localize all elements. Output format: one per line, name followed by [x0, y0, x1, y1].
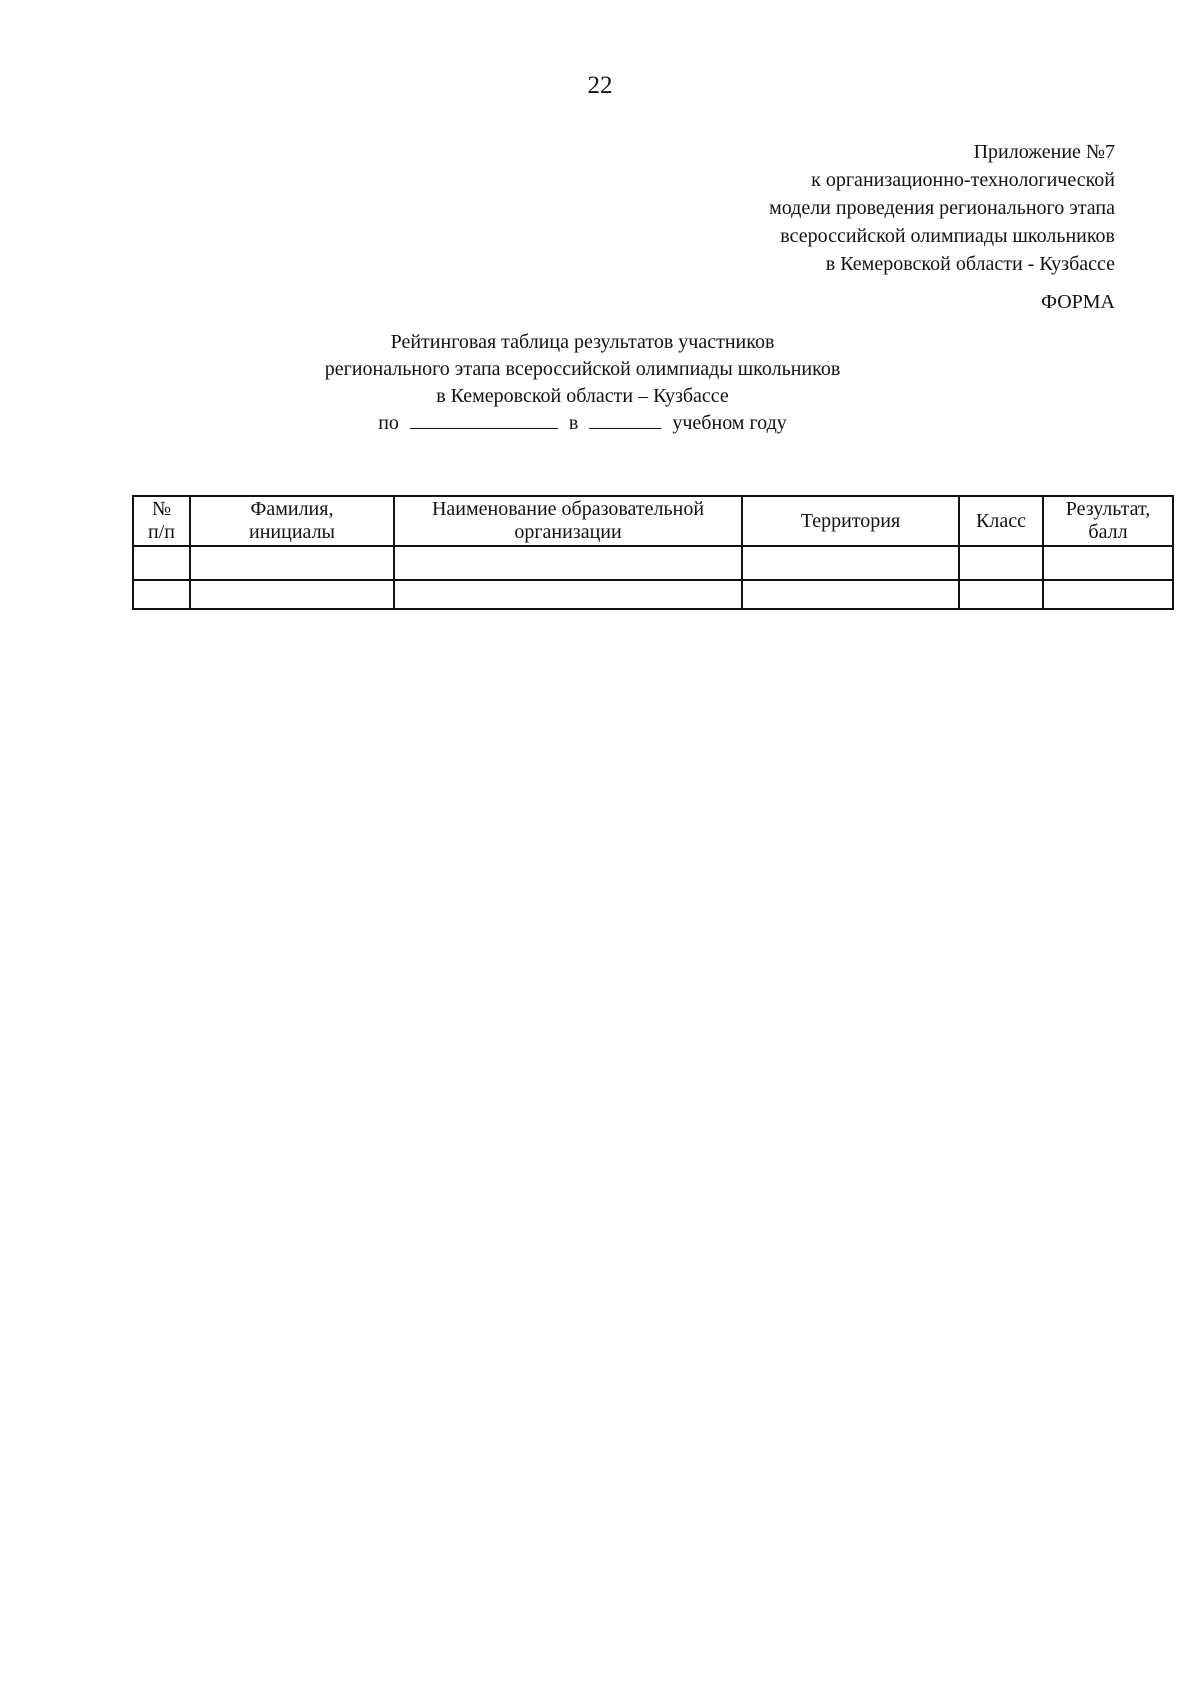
form-label: ФОРМА [1041, 291, 1115, 313]
header-number: № п/п [133, 496, 190, 546]
appendix-line: модели проведения регионального этапа [769, 197, 1115, 219]
cell-class[interactable] [959, 580, 1043, 609]
title-line: в Кемеровской области – Кузбассе [436, 385, 729, 407]
title-prefix: по [378, 412, 399, 434]
cell-surname[interactable] [190, 580, 394, 609]
header-organization: Наименование образовательной организации [394, 496, 742, 546]
cell-class[interactable] [959, 546, 1043, 580]
table-row [133, 580, 1173, 609]
cell-surname[interactable] [190, 546, 394, 580]
cell-number[interactable] [133, 546, 190, 580]
title-middle: в [568, 412, 579, 434]
header-territory: Территория [742, 496, 959, 546]
cell-organization[interactable] [394, 546, 742, 580]
header-class: Класс [959, 496, 1043, 546]
title-line: регионального этапа всероссийской олимпиады школьников [324, 358, 841, 380]
table-header-row [133, 496, 1173, 546]
title-line: Рейтинговая таблица результатов участников [390, 331, 775, 353]
year-blank-line[interactable] [589, 410, 661, 429]
header-surname: Фамилия, инициалы [190, 496, 394, 546]
appendix-block [769, 138, 1115, 278]
header-result: Результат, балл [1043, 496, 1173, 546]
document-title [135, 329, 1030, 437]
table-row [133, 546, 1173, 580]
cell-result[interactable] [1043, 580, 1173, 609]
cell-number[interactable] [133, 580, 190, 609]
page-number: 22 [587, 72, 613, 99]
appendix-line: в Кемеровской области - Кузбассе [825, 253, 1115, 275]
cell-organization[interactable] [394, 580, 742, 609]
rating-table [132, 495, 1174, 610]
cell-territory[interactable] [742, 580, 959, 609]
appendix-line: к организационно-технологической [811, 169, 1115, 191]
title-suffix: учебном году [672, 412, 787, 434]
title-line-subject-year [135, 410, 1030, 437]
cell-result[interactable] [1043, 546, 1173, 580]
appendix-line: Приложение №7 [973, 141, 1115, 163]
cell-territory[interactable] [742, 546, 959, 580]
appendix-line: всероссийской олимпиады школьников [780, 225, 1115, 247]
subject-blank-line[interactable] [410, 410, 558, 429]
